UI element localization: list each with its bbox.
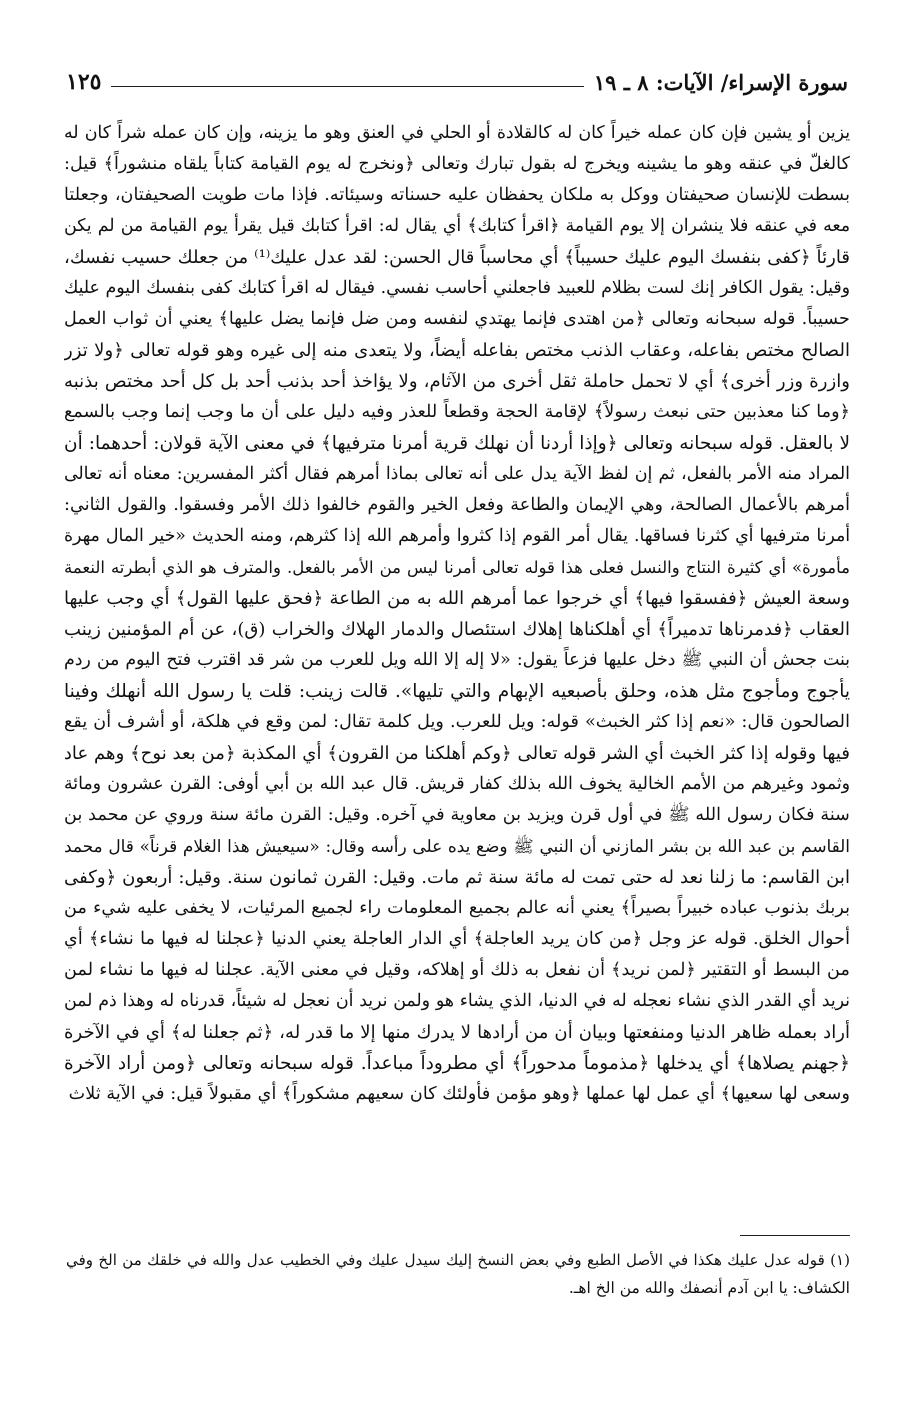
footnote-line: الكشاف: يا ابن آدم أنصفك والله من الخ اهـ. <box>568 1279 850 1297</box>
text-line: حسيباً. قوله سبحانه وتعالى ﴿من اهتدى فإنما يهتدي لنفسه ومن ضل فإنما يضل عليها﴾ يعني أن ثواب العمل <box>64 309 850 329</box>
text-line: يأجوج ومأجوج مثل هذه، وحلق بأصبعيه الإبهام والتي تليها». قالت زينب: قلت يا رسول الله أنهلك وفينا <box>64 681 850 702</box>
footnote-line: (١) قوله عدل عليك هكذا في الأصل الطبع وفي بعض النسخ إليك سيدل عليك وفي الخطيب عدل والله في خلقك من الخ وفي <box>66 1251 850 1269</box>
text-line: فيها وقوله إذا كثر الخبث أي الشر قوله تعالى ﴿وكم أهلكنا من القرون﴾ أي المكذبة ﴿من بعد نوح﴾ وهم عاد <box>64 743 850 764</box>
text-line: نريد أي القدر الذي نشاء نعجله له في الدنيا، الذي يشاء هو ولمن نريد أن نعجل له شيئاً، قدرناه له وهذا ذم لمن <box>64 991 850 1011</box>
text-line: قارئاً ﴿كفى بنفسك اليوم عليك حسيباً﴾ أي محاسباً قال الحسن: لقد عدل عليك⁽¹⁾ من جعلك حسيب نفسك، <box>64 247 850 268</box>
text-line: معه في عنقه فلا ينشران إلا يوم القيامة ﴿اقرأ كتابك﴾ أي يقال له: اقرأ كتابك قيل يقرأ يوم القيامة من لم يكن <box>64 216 850 236</box>
text-line: ﴿جهنم يصلاها﴾ أي يدخلها ﴿مذموماً مدحوراً﴾ أي مطروداً مباعداً. قوله سبحانه وتعالى ﴿ومن أراد الآخرة <box>64 1053 850 1074</box>
text-line: وسعى لها سعيها﴾ أي عمل لها عملها ﴿وهو مؤمن فأولئك كان سعيهم مشكوراً﴾ أي مقبولاً قيل: في الآية ثلاث <box>68 1084 850 1104</box>
text-line: وسعة العيش ﴿ففسقوا فيها﴾ أي خرجوا عما أمرهم الله به من الطاعة ﴿فحق عليها القول﴾ أي وجب عليها <box>64 588 850 609</box>
text-line: لا بالعقل. قوله سبحانه وتعالى ﴿وإذا أردنا أن نهلك قرية أمرنا مترفيها﴾ في معنى الآية قولان: أحدهما: أن <box>64 433 850 454</box>
text-line: وقيل: يقول الكافر إنك لست بظلام للعبيد فاجعلني أحاسب نفسي. فيقال له اقرأ كتابك كفى بنفسك اليوم عليك <box>64 278 850 298</box>
text-line: بسطت للإنسان صحيفتان ووكل به ملكان يحفظان عليه حسناته وسيئاته. فإذا مات طويت الصحيفتان، وجعلتا <box>64 185 850 205</box>
text-line: وثمود وغيرهم من الأمم الخالية يخوف الله بذلك كفار قريش. قال عبد الله بن أبي أوفى: القرن عشرون ومائة <box>64 774 850 794</box>
text-line: أحوال الخلق. قوله عز وجل ﴿من كان يريد العاجلة﴾ أي الدار العاجلة يعني الدنيا ﴿عجلنا له فيها ما نشاء﴾ أي <box>64 929 850 949</box>
text-line: يزين أو يشين فإن كان عمله خيراً كان له كالقلادة أو الحلي في العنق وهو ما يزينه، وإن كان عمله شراً كان له <box>64 123 850 143</box>
text-line: بنت جحش أن النبي ﷺ دخل عليها فزعاً يقول: «لا إله إلا الله ويل للعرب من شر قد اقترب فتح اليوم من ردم <box>64 650 850 670</box>
text-line: المراد منه الأمر بالفعل، ثم إن لفظ الآية يدل على أنه تعالى بماذا أمرهم فقال أكثر المفسرين: معناه أنه تعالى <box>64 464 850 484</box>
text-line: الصالحون قال: «نعم إذا كثر الخبث» قوله: ويل للعرب. ويل كلمة تقال: لمن وقع في هلكة، أو أشرف أن يقع <box>64 712 850 732</box>
chapter-title: سورة الإسراء/ الآيات: ٨ ـ ١٩ <box>593 69 848 95</box>
text-line: الصالح مختص بفاعله، وعقاب الذنب مختص بفاعله أيضاً، ولا يتعدى منه إلى غيره وهو قوله تعالى ﴿ولا تزر <box>64 340 850 361</box>
text-line: أمرنا مترفيها أي كثرنا فساقها. يقال أمر القوم إذا كثروا وأمرهم الله إذا كثرهم، ومنه الحديث «خير المال مهرة <box>64 526 850 546</box>
text-line: أراد بعمله ظاهر الدنيا ومنفعتها وبيان أن من أرادها لا يدرك منها إلا ما قدر له، ﴿ثم جعلنا له﴾ أي في الآخرة <box>64 1022 850 1043</box>
footnote-separator <box>740 1235 850 1236</box>
text-line: وازرة وزر أخرى﴾ أي لا تحمل حاملة ثقل أخرى من الآثام، ولا يؤاخذ أحد بذنب أحد بل كل أحد مختص بذنبه <box>64 371 850 392</box>
page-number: ١٢٥ <box>66 69 102 95</box>
text-line: من البسط أو التقتير ﴿لمن نريد﴾ أن نفعل به ذلك أو إهلاكه، وقيل في معنى الآية. عجلنا له فيها ما نشاء لمن <box>64 960 850 980</box>
running-header <box>66 62 848 102</box>
header-rule <box>111 86 583 87</box>
text-line: مأمورة» أي كثيرة النتاج والنسل فعلى هذا قوله تعالى أمرنا ليس من الأمر بالفعل. والمترف هو الذي أبطرته النعمة <box>64 558 850 577</box>
commentary-text <box>64 118 850 1110</box>
text-line: أمرهم بالأعمال الصالحة، وهي الإيمان والطاعة وفعل الخير والقوم خالفوا ذلك الأمر وفسقوا. والقول الثاني: <box>64 495 850 515</box>
text-line: العقاب ﴿فدمرناها تدميراً﴾ أي أهلكناها إهلاك استئصال والدمار الهلاك والخراب (ق)، عن أم المؤمنين زينب <box>64 619 850 640</box>
text-line: ابن القاسم: ما زلنا نعد له حتى تمت له مائة سنة ثم مات. وقيل: القرن ثمانون سنة. وقيل: أربعون ﴿وكفى <box>64 867 850 888</box>
text-line: بربك بذنوب عباده خبيراً بصيراً﴾ يعني أنه عالم بجميع المعلومات راء لجميع المرئيات، لا يخفى عليه شيء من <box>64 898 850 918</box>
text-line: ﴿وما كنا معذبين حتى نبعث رسولاً﴾ لإقامة الحجة وقطعاً للعذر وفيه دليل على أن ما وجب إنما وجب بالسمع <box>64 402 850 422</box>
text-line: كالغلّ في عنقه وهو ما يشينه ويخرج له بقول تبارك وتعالى ﴿ونخرج له يوم القيامة كتاباً يلقاه منشوراً﴾ قيل: <box>64 154 850 174</box>
text-line: سنة فكان رسول الله ﷺ في أول قرن ويزيد بن معاوية في آخره. وقيل: القرن مائة سنة وروي عن محمد بن <box>64 805 850 825</box>
text-line: القاسم بن عبد الله بن بشر المازني أن النبي ﷺ وضع يده على رأسه وقال: «سيعيش هذا الغلام قرناً» قال محمد <box>64 836 850 856</box>
footnote <box>66 1246 850 1302</box>
